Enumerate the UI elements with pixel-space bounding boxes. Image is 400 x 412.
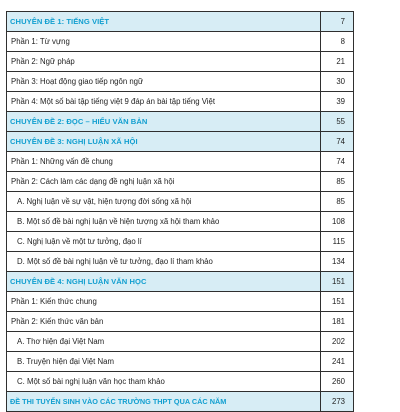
toc-part-title: Phần 4: Một số bài tập tiếng việt 9 đáp án bài tập tiếng Việt: [7, 92, 321, 112]
table-of-contents: [6, 11, 354, 412]
toc-page-number: 74: [321, 152, 354, 172]
toc-page-number: 85: [321, 192, 354, 212]
toc-part-title: Phần 2: Cách làm các dạng đề nghị luận xã hội: [7, 172, 321, 192]
toc-row-chapter-4: [7, 272, 354, 292]
toc-row-chapter-2: [7, 112, 354, 132]
toc-page-number: 134: [321, 252, 354, 272]
toc-chapter-title: CHUYÊN ĐỀ 2: ĐỌC – HIỂU VĂN BẢN: [7, 112, 321, 132]
toc-page-number: 74: [321, 132, 354, 152]
toc-row-section: [7, 212, 354, 232]
toc-page-number: 202: [321, 332, 354, 352]
toc-page-number: 108: [321, 212, 354, 232]
toc-page-number: 21: [321, 52, 354, 72]
toc-page-number: 151: [321, 292, 354, 312]
toc-row-part: [7, 152, 354, 172]
toc-page-number: 115: [321, 232, 354, 252]
toc-row-section: [7, 192, 354, 212]
toc-section-title: B. Truyện hiện đại Việt Nam: [7, 352, 321, 372]
toc-section-title: A. Nghị luận về sự vật, hiện tượng đời sống xã hội: [7, 192, 321, 212]
toc-section-title: B. Một số đề bài nghị luận về hiện tượng xã hội tham khảo: [7, 212, 321, 232]
toc-chapter-title: CHUYÊN ĐỀ 1: TIẾNG VIỆT: [7, 12, 321, 32]
toc-row-part: [7, 72, 354, 92]
toc-row-section: [7, 232, 354, 252]
toc-page-number: 273: [321, 392, 354, 412]
toc-part-title: Phần 3: Hoạt động giao tiếp ngôn ngữ: [7, 72, 321, 92]
toc-page-number: 39: [321, 92, 354, 112]
toc-page-number: 8: [321, 32, 354, 52]
toc-section-title: C. Một số bài nghị luận văn học tham khảo: [7, 372, 321, 392]
toc-page-number: 241: [321, 352, 354, 372]
toc-page-number: 7: [321, 12, 354, 32]
toc-part-title: Phần 1: Những vấn đề chung: [7, 152, 321, 172]
toc-page-number: 151: [321, 272, 354, 292]
toc-row-part: [7, 92, 354, 112]
toc-part-title: Phần 2: Kiến thức văn bản: [7, 312, 321, 332]
toc-page-number: 30: [321, 72, 354, 92]
toc-row-part: [7, 172, 354, 192]
toc-chapter-title: CHUYÊN ĐỀ 4: NGHỊ LUẬN VĂN HỌC: [7, 272, 321, 292]
toc-part-title: Phần 2: Ngữ pháp: [7, 52, 321, 72]
toc-body: [7, 12, 354, 412]
toc-row-section: [7, 332, 354, 352]
toc-row-part: [7, 32, 354, 52]
toc-part-title: Phần 1: Từ vựng: [7, 32, 321, 52]
toc-row-chapter-1: [7, 12, 354, 32]
toc-row-part: [7, 312, 354, 332]
toc-page-number: 85: [321, 172, 354, 192]
toc-row-part: [7, 52, 354, 72]
toc-row-section: [7, 372, 354, 392]
toc-section-title: C. Nghị luận về một tư tưởng, đạo lí: [7, 232, 321, 252]
toc-row-chapter-3: [7, 132, 354, 152]
toc-row-part: [7, 292, 354, 312]
toc-chapter-title: CHUYÊN ĐỀ 3: NGHỊ LUẬN XÃ HỘI: [7, 132, 321, 152]
toc-row-exam-section: [7, 392, 354, 412]
toc-row-section: [7, 252, 354, 272]
toc-part-title: Phần 1: Kiến thức chung: [7, 292, 321, 312]
toc-page-number: 55: [321, 112, 354, 132]
toc-chapter-title: ĐỀ THI TUYỂN SINH VÀO CÁC TRƯỜNG THPT QUA CÁC NĂM: [7, 392, 321, 412]
toc-row-section: [7, 352, 354, 372]
toc-section-title: A. Thơ hiện đại Việt Nam: [7, 332, 321, 352]
toc-section-title: D. Một số đề bài nghị luận về tư tưởng, đạo lí tham khảo: [7, 252, 321, 272]
toc-page-number: 260: [321, 372, 354, 392]
toc-page-number: 181: [321, 312, 354, 332]
